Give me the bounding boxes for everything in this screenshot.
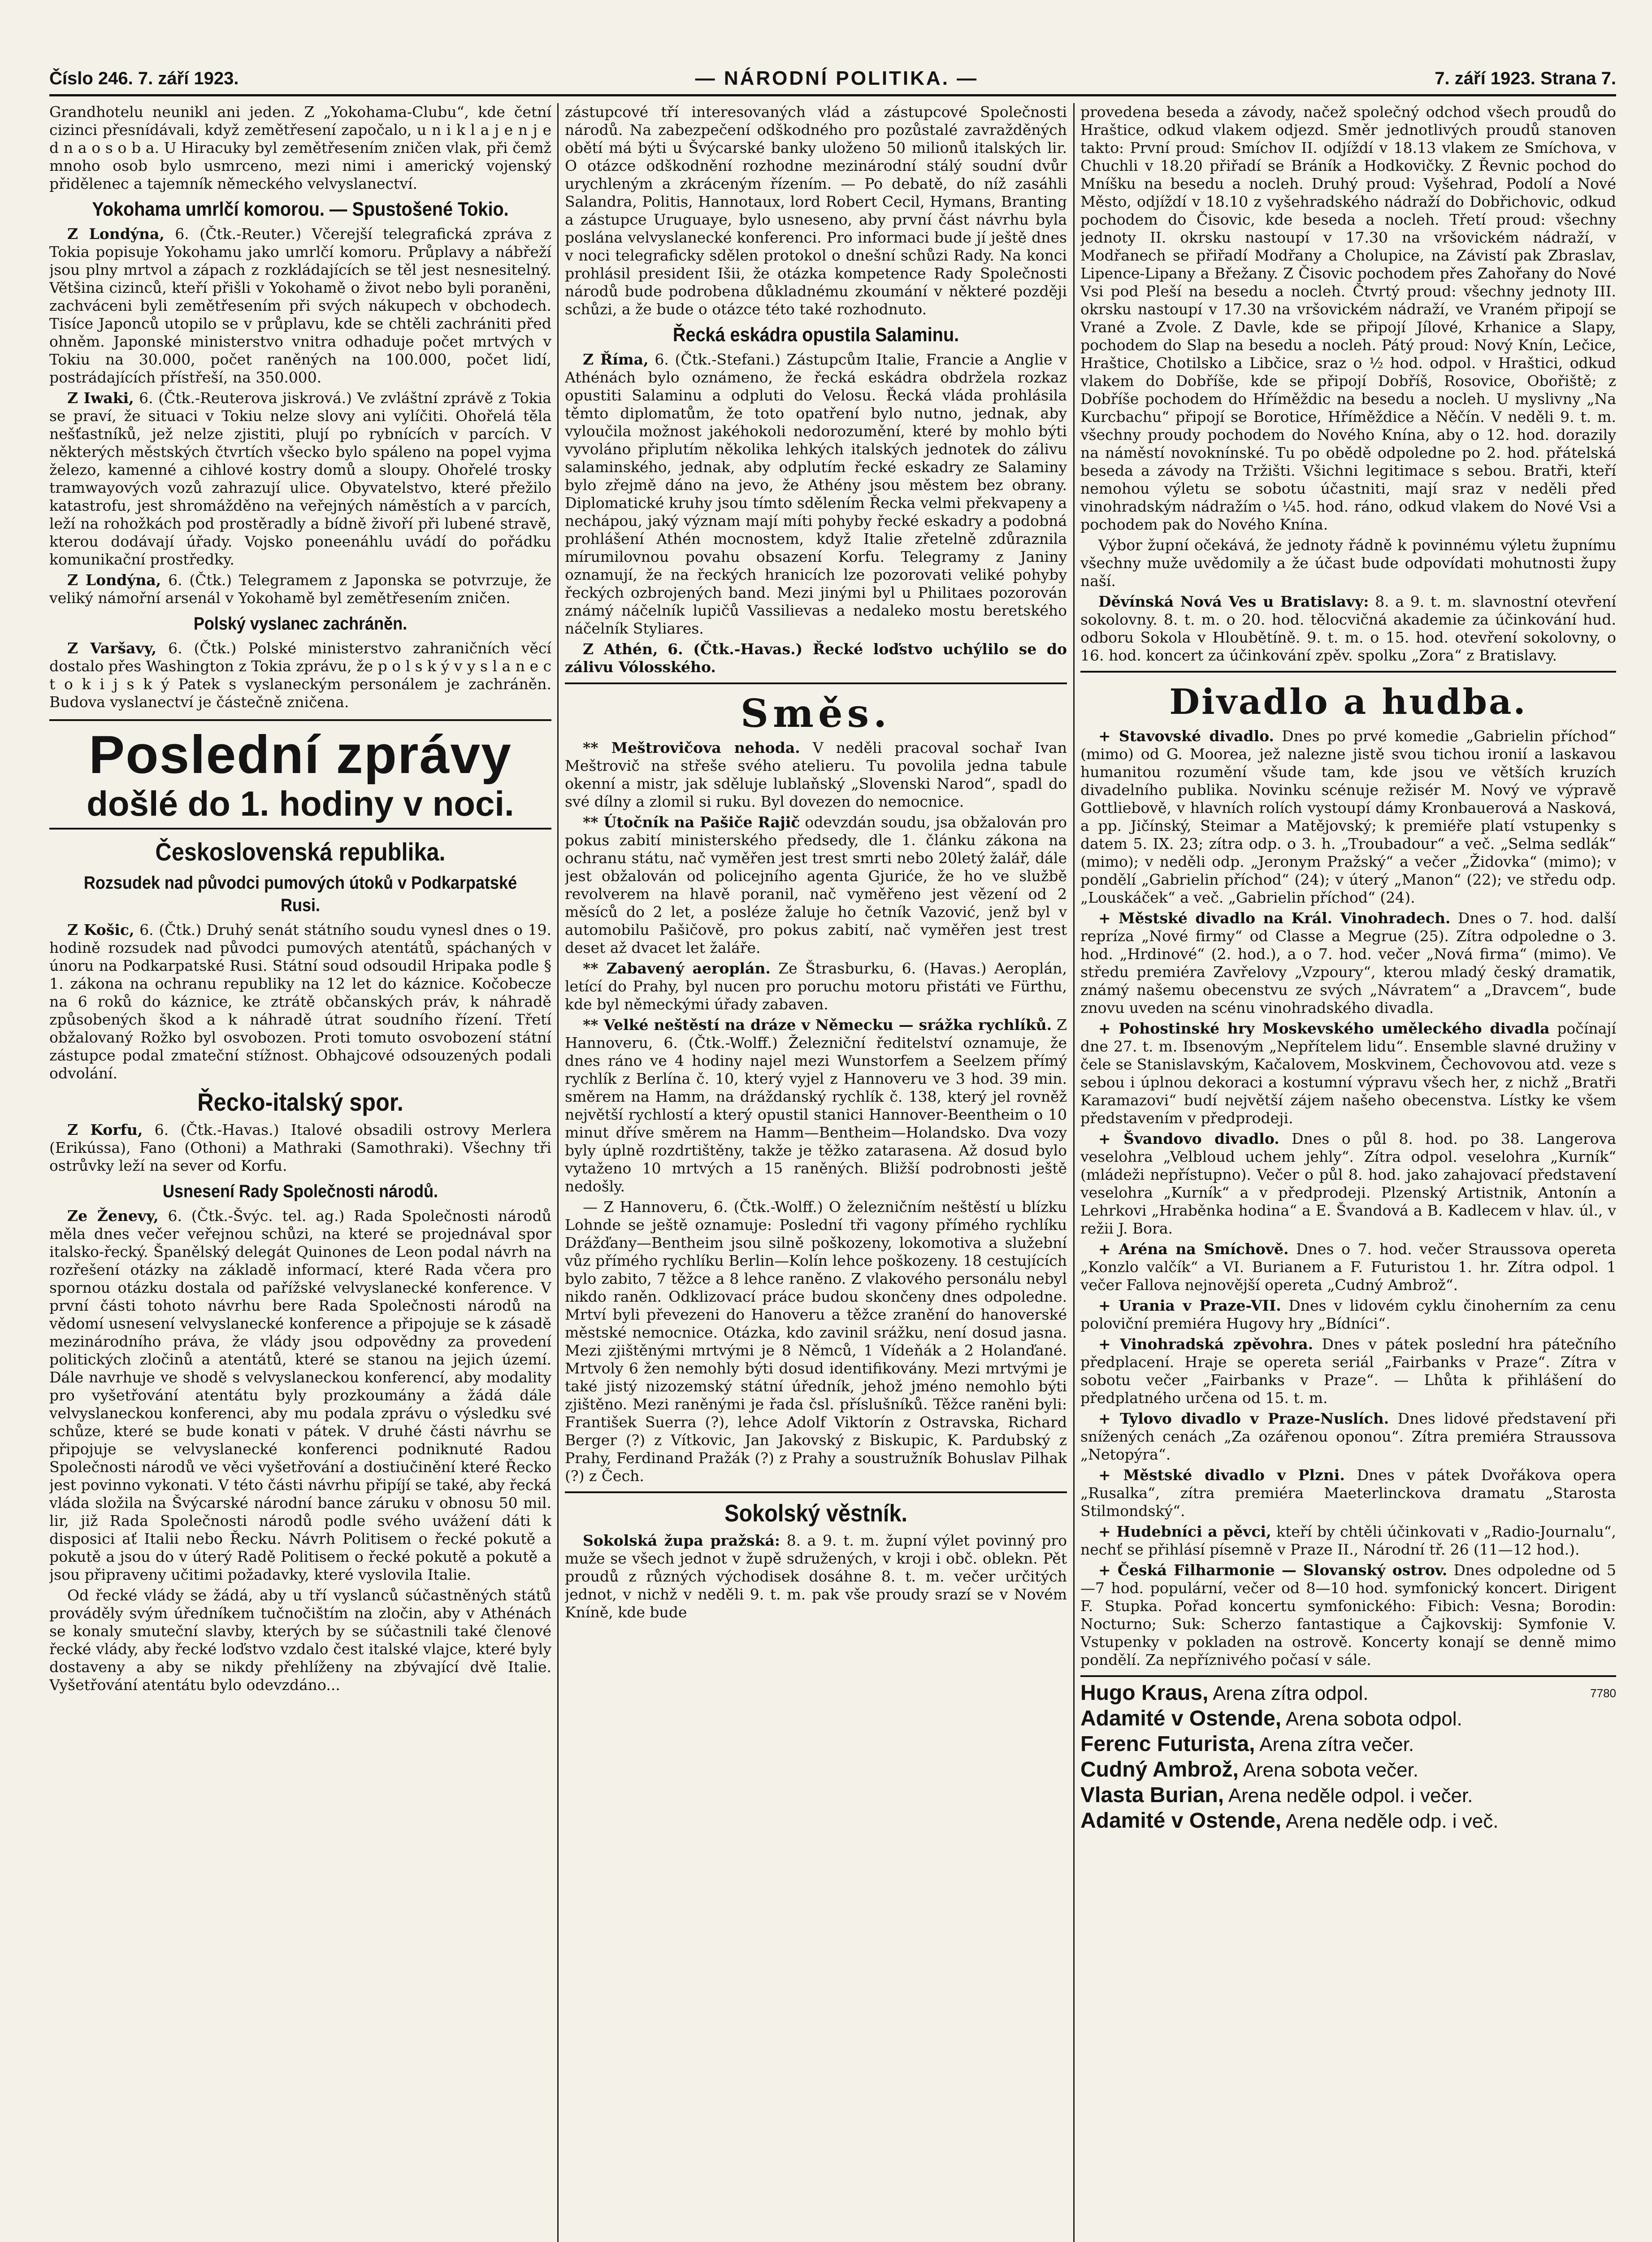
column-2 bbox=[565, 103, 1067, 2242]
headline-rozsudek: Rozsudek nad původci pumových útoků v Podkarpatské Rusi. bbox=[83, 873, 517, 915]
article-paragraph bbox=[1080, 727, 1616, 907]
article-paragraph bbox=[565, 739, 1067, 811]
issue-date: Číslo 246. 7. září 1923. bbox=[49, 68, 239, 88]
article-paragraph bbox=[565, 813, 1067, 957]
ad-text: Arena sobota večer. bbox=[1243, 1759, 1419, 1781]
headline-polsky: Polský vyslanec zachráněn. bbox=[193, 614, 408, 634]
article-paragraph bbox=[1080, 1297, 1616, 1333]
article-paragraph: — Z Hannoveru, 6. (Čtk.-Wolff.) O železničním neštěstí u blízku Lohnde se ještě oznamuje: Poslední tři vagony přímého rychlíku Drážďany—Bentheim jsou silně poškozeny, lokomotiva a služební vůz přímého rychlíku Berlin—Kolín lehce poškozeny. 18 cestujících bylo zabito, 7 těžce a 8 lehce raněno. Z vlakového personálu nebyl nikdo raněn. Odklizovací práce budou skončeny dnes odpoledne. Mrtví byli převezeni do Hanoveru a těžce zranění do hanoverské městské nemocnice. Otázka, kdo zavinil srážku, není dosud jasna. Mezi zjištěnými mrtvými je 8 Němců, 1 Vídeňák a 2 Holanďané. Mrtvoly 6 žen nemohly býti dosud identifikovány. Mezi mrtvými je také jistý nizozemský státní úředník, jehož jméno nemohlo býti zjištěno. Mezi raněnými je řada čsl. příslušníků. Těžce raněni byli: František Suerra (?), lehce Adolf Viktorín z Ostravska, Richard Berger (?) z Vítkovic, Jan Jakovský z Biskupic, K. Pardubský z Prahy, Ferdinand Pražák (?) z Prahy a soustružník Bohuslav Pilhak (?) z Čech. bbox=[565, 1198, 1067, 1485]
article-paragraph bbox=[1080, 1020, 1616, 1127]
item-lead: + Vinohradská zpěvohra. bbox=[1098, 1335, 1314, 1353]
dateline: Z Varšavy, bbox=[67, 639, 157, 657]
advertisement bbox=[1080, 1757, 1616, 1783]
paragraph-text: 6. (Čtk.) Polské ministerstvo zahraničních věcí dostalo přes Washington z Tokia zprávu, že p o l s k ý v y s l a n e c t o k i j s k ý Patek s vyslaneckým personálem je zachráněn. Budova vyslanectví je částečně zničena. bbox=[49, 639, 551, 711]
paragraph-text: kteří by chtěli účinkovati v „Radio-Journalu“, nechť se přihlásí písemně v Praze II., Národní tř. 26 (11—12 hod.). bbox=[1080, 1523, 1616, 1558]
article-paragraph bbox=[49, 225, 551, 387]
article-paragraph: Grandhotelu neunikl ani jeden. Z „Yokohama-Clubu“, kde četní cizinci přesnídávali, když zemětřesení započalo, u n i k l a j e n j e d n a o s o b a. U Hiracuky byl zemětřesením zničen vlak, při čemž mnoho osob bylo usmrceno, mezi nimi i americký vojenský přidělenec a tajemník německého velvyslanectví. bbox=[49, 103, 551, 192]
ad-text: Arena neděle odp. i več. bbox=[1285, 1810, 1499, 1832]
item-lead: + Urania v Praze-VII. bbox=[1098, 1297, 1281, 1314]
dateline: Ze Ženevy, bbox=[67, 1207, 159, 1225]
divider bbox=[565, 1491, 1067, 1493]
article-paragraph bbox=[1080, 909, 1616, 1017]
article-paragraph: Od řecké vlády se žádá, aby u tří vyslanců súčastněných států prováděly svým úředníkem tučnočištím na zločin, aby v Athénách se konaly smuteční slavby, kterých by se súčastnili také členové řecké vlády, aby řecké loďstvo vzdalo čest italské vlajce, které byly dostaveny a aby se nikdy přehlíženy na zbývající dvě Italie. Vyšetřování atentátu bylo odevzdáno... bbox=[49, 1586, 551, 1694]
article-paragraph bbox=[1080, 1466, 1616, 1520]
paragraph-text: Dnes v pátek Dvořákova opera „Rusalka“, zítra premiéra Maeterlinckova dramatu „Starosta Stilmondský“. bbox=[1080, 1466, 1616, 1520]
paragraph-text: Dnes lidové představení při snížených cenách „Za ozářenou oponou“. Zítra premiéra Straussova „Netopýra“. bbox=[1080, 1410, 1616, 1463]
article-paragraph bbox=[565, 1016, 1067, 1195]
advertisement bbox=[1080, 1808, 1616, 1834]
ad-name: Adamité v Ostende, bbox=[1080, 1809, 1282, 1833]
paragraph-text: 6. (Čtk.) Telegramem z Japonska se potvrzuje, že veliký námořní arsenál v Yokohamě byl zemětřesením zničen. bbox=[49, 571, 551, 607]
paragraph-text: 6. (Čtk.) Druhý senát státního soudu vynesl dnes o 19. hodině rozsudek nad původci pumových atentátů, spáchaných v únoru na Podkarpatské Rusi. Státní soud odsoudil Hripaka podle § 1. zákona na ochranu republiky na 12 let do káznice. Kočobecze na 6 roků do káznice, ke ztrátě občanských práv, k náhradě způsobených škod a k náhradě útrat soudního řízení. Třetí obžalovaný Rožko byl osvobozen. Proti tomuto osvobození státní zástupce podal zmateční stížnost. Obhajcové odsouzených podali odvolání. bbox=[49, 921, 551, 1082]
column-rule bbox=[1073, 103, 1075, 2242]
paragraph-text: počínají dne 27. t. m. Ibsenovým „Nepřítelem lidu“. Ensemble slavné družiny v čele se Stanislavským, Kačalovem, Moskvinem, Čechovovou atd. veze s sebou i úplnou dekoraci a kostumní výpravu všech her, z nichž „Bratři Karamazovi“ budí největší zájem našeho obecenstva. Lístky ke všem představením v předprodeji. bbox=[1080, 1020, 1616, 1127]
article-paragraph bbox=[1080, 1561, 1616, 1669]
paragraph-text: Dnes v lidovém cyklu činoherním za cenu poloviční premiéra Hugovy hry „Bídníci“. bbox=[1080, 1297, 1616, 1332]
article-paragraph bbox=[49, 1121, 551, 1175]
headline-sokol: Sokolský věstník. bbox=[724, 1500, 907, 1527]
paragraph-text: Dnes o půl 8. hod. po 38. Langerova veselohra „Velbloud uchem jehly“. Zítra odpol. veselohra „Kurník“ (mládeži nepřístupno). Večer o půl 8. hod. jako zahajovací představení veselohra „Kurník“ a v předprodeji. Plzenský Artistnik, Antonín a Lehrkovi „Hraběnka hodina“ a E. Švandová a B. Kadlecem v hlav. úl., v režii J. Bora. bbox=[1080, 1130, 1616, 1237]
banner-title: Poslední zprávy bbox=[89, 725, 512, 785]
item-lead: + Tylovo divadlo v Praze-Nuslích. bbox=[1098, 1410, 1389, 1427]
article-paragraph bbox=[49, 639, 551, 711]
paragraph-text: 6. (Čtk.-Švýc. tel. ag.) Rada Společnosti národů měla dnes večer veřejnou schůzi, na které se projednával spor italsko-řecký. Španělský delegát Quinones de Leon podal návrh na rozřešení otázky na základě informací, které Rada včera pro spornou otázku dostala od pařížské velvyslanecké konference. V první části tohoto návrhu bere Rada Společnosti národů na vědomí usnesení velvyslanecké konference a připojuje se k zásadě mezinárodního práva, že vlády jsou odpovědny za provedení politických zločinů a atentátů, které se stanou na jejich území. Dále navrhuje ve shodě s velvyslaneckou konferencí, aby modality pro vyšetřování atentátu byly prozkoumány a žádá dále velvyslaneckou konferenci, aby mu podala zprávu o výsledku své schůze, které se bude konati v pátek. V druhé části návrhu se připojuje se velvyslanecké konferenci podniknuté Radou Společnosti národů ve věci vyšetřování a dostiučinění které Řecko jest povinno vykonati. V této části návrhu připíjí se také, aby řecká vláda složila na Švýcarské národní bance záruku v obnosu 50 mil. lir, již Rada Společnosti národů podle svého uvážení dáti k disposici ať Italii nebo Řecku. Návrh Politisem o řecké pokutě a pokutě a jsou do v úterý Radě Politisem o řecké pokutě a pokutě a jsou připraveny učitimi požadavky, které vyslovila Italie. bbox=[49, 1207, 551, 1583]
article-paragraph bbox=[49, 921, 551, 1082]
item-lead: ** Meštrovičova nehoda. bbox=[583, 739, 800, 756]
item-lead: + Česká Filharmonie — Slovanský ostrov. bbox=[1098, 1561, 1448, 1579]
column-rule bbox=[557, 103, 559, 2242]
ad-text: Arena zítra odpol. bbox=[1213, 1682, 1369, 1704]
paragraph-text: 6. (Čtk.-Reuter.) Včerejší telegrafická zpráva z Tokia popisuje Yokohamu jako umrlčí komoru. Průplavy a nábřeží jsou plny mrtvol a zápach z rozkládajících se těl jest nesnesitelný. Většina cizinců, kteří přišli v Yokohamě o život nebo byli poraněni, zachváceni byli zemětřesením při svých nákupech v obchodech. Tisíce Japonců utopilo se v průplavu, kde se chtěli zachrániti před ohněm. Japonské ministerstvo vnitra odhaduje počet mrtvých v Tokiu na 30.000, počet raněných na 100.000, počet lidí, postrádajících přístřeší, na 350.000. bbox=[49, 225, 551, 386]
item-lead: + Městské divadlo na Král. Vinohradech. bbox=[1098, 909, 1451, 927]
ad-name: Hugo Kraus, bbox=[1080, 1681, 1209, 1705]
dateline: Z Říma, bbox=[583, 351, 649, 368]
page-number: 7. září 1923. Strana 7. bbox=[1435, 68, 1616, 88]
item-lead: + Aréna na Smíchově. bbox=[1098, 1240, 1289, 1258]
item-lead: + Stavovské divadlo. bbox=[1098, 727, 1275, 745]
headline-recko: Řecko-italský spor. bbox=[197, 1088, 403, 1116]
page-header bbox=[49, 63, 1616, 96]
article-paragraph bbox=[565, 1532, 1067, 1621]
section-title-smes: Směs. bbox=[740, 691, 892, 736]
paragraph-text: V neděli pracoval sochař Ivan Meštrovič na střeše svého atelieru. Tu povolila jedna tabule okenní a mistr, jak sděluje lublaňský „Slovenski Narod“, spadl do své dílny a zlomil si ruku. Byl dovezen do nemocnice. bbox=[565, 739, 1067, 810]
dateline: Z Iwaki, bbox=[67, 389, 134, 407]
article-paragraph bbox=[1080, 593, 1616, 665]
paragraph-text: 6. (Čtk.-Reuterova jiskrová.) Ve zvláštní zprávě z Tokia se praví, že situaci v Tokiu nelze slovy ani vylíčiti. Ohořelá těla nešťastníků, jež nelze zjistiti, plují po rybnících v parcích. V některých městských čtvrtích všecko bylo spáleno na popel vyjma železo, kamenné a cihlové kostry domů a sloupy. Ohořelé trosky tramwayových vozů zahrazují ulice. Obyvatelstvo, které přežilo katastrofu, jest shromážděno na veřejných náměstích a v parcích, leží na rohožkách pod prostěradly a bídně živoří při lubené stravě, kterou dodávají úřady. Vojsko poneenáhlu uvádí do pořádku komunikační prostředky. bbox=[49, 389, 551, 568]
ad-code: 7780 bbox=[1590, 1686, 1616, 1700]
ad-text: Arena zítra večer. bbox=[1259, 1734, 1414, 1755]
dateline: Z Londýna, bbox=[67, 225, 165, 243]
article-paragraph bbox=[565, 960, 1067, 1013]
item-lead: + Pohostinské hry Moskevského uměleckého divadla bbox=[1098, 1020, 1550, 1037]
article-paragraph: zástupcové tří interesovaných vlád a zástupcové Společnosti národů. Na zabezpečení odškodného pro pozůstalé zavražděných obětí má býti u Švýcarské banky uloženo 50 milionů italských lir. O otázce odškodnění rozhodne mezinárodní stálý soudní dvůr urychleným a zkráceným řízením. — Po debatě, do níž zasáhli Salandra, Politis, Hannotaux, lord Robert Cecil, Hymans, Branting a zástupce Uruguaye, bylo usneseno, aby první část návrhu byla poslána velvyslanecké konferenci. Pro informaci bude jí ještě dnes v noci telegraficky sdělen protokol o dnešní schůzi Rady. Na konci prohlásil president Išii, že otázka kompetence Rady Společnosti národů bude podrobena důkladnému zkoumání v některé později schůzi, a že bude o otázce této také rozhodnuto. bbox=[565, 103, 1067, 318]
divider bbox=[1080, 671, 1616, 673]
advertisement bbox=[1080, 1783, 1616, 1808]
section-title-divadlo: Divadlo a hudba. bbox=[1169, 682, 1527, 722]
article-paragraph bbox=[49, 389, 551, 569]
item-lead: + Švandovo divadlo. bbox=[1098, 1130, 1279, 1147]
latest-news-banner bbox=[49, 719, 551, 830]
ad-name: Vlasta Burian, bbox=[1080, 1783, 1224, 1807]
dateline: Z Athén, bbox=[583, 640, 658, 658]
advertisement bbox=[1080, 1706, 1616, 1732]
item-lead: ** Útočník na Pašiče Rajič bbox=[583, 813, 800, 831]
article-paragraph bbox=[1080, 1523, 1616, 1559]
dateline: Z Londýna, bbox=[67, 571, 161, 589]
article-paragraph bbox=[1080, 1130, 1616, 1238]
article-paragraph bbox=[49, 1207, 551, 1584]
article-paragraph bbox=[1080, 1240, 1616, 1294]
paragraph-text: Dnes o 7. hod. večer Straussova opereta „Konzlo valčík“ a VI. Burianem a F. Futuristou 1. hr. Zítra odpol. 1 večer Fallova nejnovější opereta „Cudný Ambrož“. bbox=[1080, 1240, 1616, 1294]
divider bbox=[565, 682, 1067, 684]
paragraph-text: Dnes o 7. hod. další repríza „Nové firmy“ od Classe a Megrue (25). Zítra odpoledne o 3. hod. „Hrdinové“ (2. hod.), a o 7. hod. večer „Nová firma“ (mimo). Ve středu premiéra Zavřelovy „Vzpoury“, kterou mladý český dramatik, známý našemu obecenstvu ze svých „Návratem“ a „Dravcem“, bude znovu uveden na scénu vinohradského divadla. bbox=[1080, 909, 1616, 1017]
item-lead: ** Zabavený aeroplán. bbox=[583, 960, 771, 977]
article-paragraph bbox=[565, 351, 1067, 638]
article-paragraph bbox=[565, 640, 1067, 676]
paragraph-text: 8. a 9. t. m. slavnostní otevření sokolovny. 8. t. m. o 20. hod. tělocvičná akademie za účinkování hud. odboru Sokola v Hloubětíně. 9. t. m. o 15. hod. otevření sokolovny, o 16. hod. koncert za účinkování zpěv. spolku „Zora“ z Bratislavy. bbox=[1080, 593, 1616, 664]
item-lead: ** Velké neštěstí na dráze v Německu — srážka rychlíků. bbox=[583, 1016, 1052, 1034]
column-1 bbox=[49, 103, 551, 2242]
dateline: Z Korfu, bbox=[67, 1121, 143, 1138]
paragraph-text: 6. (Čtk.-Stefani.) Zástupcům Italie, Francie a Anglie v Athénách bylo oznámeno, že řecká eskádra obdržela rozkaz opustiti Salaminu a odpluti do Velosu. Řecká vláda prohlásila těmto diplomatům, že toto opatření bylo nutno, jednak, aby vyloučila možnost jakéhokoli nedorozumění, které by mohlo býti vyvoláno připlutím několika lehkých italských jednotek do zálivu salaminského, jednak, aby odplutím řecké eskadry ze Salaminy bylo zřejmě dáno na jevo, že Athény jsou městem bez obrany. Diplomatické kruhy jsou tímto sdělením Řecka velmi překvapeny a nechápou, jaký význam mají míti pohyby řecké eskadry a podobná prohlášení Athén mocnostem, když Italie zřetelně zdůraznila mírumilovnou povahu obsazení Korfu. Telegramy z Janiny oznamují, že na řeckých hranicích lze pozorovati veliké pohyby řeckých ozbrojených band. Mezi jinými byl u Philitaes pozorován známý náčelník lupičů Vassilievas a nedaleko mostu beretského náčelník Styliares. bbox=[565, 351, 1067, 637]
advertisement-block bbox=[1080, 1675, 1616, 1834]
ad-name: Cudný Ambrož, bbox=[1080, 1758, 1239, 1781]
article-paragraph bbox=[1080, 1335, 1616, 1407]
paragraph-text: Dnes odpoledne od 5—7 hod. populární, večer od 8—10 hod. symfonický koncert. Dirigent F. Stupka. Pořad koncertu symfonického: Fibich: Vesna; Borodin: Nocturno; Suk: Scherzo fantastique a Čajkovskij: Symfonie V. Vstupenky v pokladen na ostrově. Koncerty konají se denně mimo pondělí. Za nepříznivého počasí v sále. bbox=[1080, 1561, 1616, 1668]
paragraph-text: 6. (Čtk.-Havas.) Italové obsadili ostrovy Merlera (Erikússa), Fano (Othoni) a Mathraki (Samothraki). Všechny tři ostrůvky leží na sever od Korfu. bbox=[49, 1121, 551, 1174]
ad-name: Adamité v Ostende, bbox=[1080, 1707, 1282, 1730]
advertisement bbox=[1080, 1681, 1616, 1706]
item-lead: Děvínská Nová Ves u Bratislavy: bbox=[1098, 593, 1369, 610]
article-paragraph: Výbor župní očekává, že jednoty řádně k povinnému výletu župnímu všechny muže uvědomily a že účast bude odpovídati mohutnosti župy naší. bbox=[1080, 536, 1616, 590]
article-paragraph bbox=[49, 571, 551, 607]
headline-usneseni: Usnesení Rady Společnosti národů. bbox=[162, 1182, 438, 1201]
ad-name: Ferenc Futurista, bbox=[1080, 1732, 1255, 1756]
paragraph-text: Z Hannoveru, 6. (Čtk.-Wolff.) Železniční ředitelství oznamuje, že dnes ráno ve 4 hodiny najel mezi Wunstorfem a Seelzem přímý rychlík z Berlína č. 10, který vyjel z Hannoveru ve 3 hod. 39 min. směrem na Hamm, na dráždanský rychlík č. 138, který jel rovněž největší rychlostí a který opustil stanici Hannover-Beentheim o 10 minut dříve směrem na Hamm—Bentheim—Holandsko. Dva vozy byly úplně rozdrtištěny, takže je těžko zatarasena. Až dosud bylo vytaženo 10 mrtvých a 15 raněných. Bližší podrobnosti ještě nedošly. bbox=[565, 1016, 1067, 1195]
paragraph-text: odevzdán soudu, jsa obžalován pro pokus zabití ministerského předsedy, dle 1. článku zákona na ochranu státu, nač vyměřen jest trest smrti nebo 20letý žalář, dále jest obžalován od policejního agenta Gjuriće, že ho ve službě revolverem na hlavě poranil, nač vyměřeno jest vězení od 2 měsíců do 2 let, a posléze žaluje ho četník Vazović, jenž byl v automobilu Pašičově, pro pokus zabití, nač vyměřen jest trest deset až dvacet let žaláře. bbox=[565, 813, 1067, 956]
item-lead: Sokolská župa pražská: bbox=[583, 1532, 780, 1549]
advertisement bbox=[1080, 1732, 1616, 1757]
headline-recka-eskadra: Řecká eskádra opustila Salaminu. bbox=[672, 324, 959, 346]
paragraph-text: Dnes po prvé komedie „Gabrielin příchod“ (mimo) od G. Moorea, jež nalezne jistě svou tichou ironií a laskavou humanitou rozumění všude tam, kde jsou ve větších kruzích divadelního publika. Novinku scénuje režisér M. Nový ve výpravě Gottliebově, v hlavních rolích vystoupí dámy Kronbauerová a Nasková, a pp. Jičínský, Steimar a Matějovský; k premiéře platí vstupenky s datem 5. IX. 23; zítra odp. o 3. h. „Troubadour“ a več. „Selma sedlák“ (mimo); v neděli odp. „Jeronym Pražský“ a večer „Židovka“ (mimo); v pondělí „Gabrielin příchod“ (24); v úterý „Manon“ (22); ve středu odp. „Louskáček“ a več. „Gabrielin příchod“ (24). bbox=[1080, 727, 1616, 906]
item-lead: + Hudebníci a pěvci, bbox=[1098, 1523, 1271, 1540]
headline-yokohama: Yokohama umrlčí komorou. — Spustošené Tokio. bbox=[92, 198, 509, 220]
banner-subtitle: došlé do 1. hodiny v noci. bbox=[87, 784, 514, 823]
column-3 bbox=[1080, 103, 1616, 2242]
paragraph-text: Ze Štrasburku, 6. (Havas.) Aeroplán, letící do Prahy, byl nucen pro poruchu motoru přistáti ve Fürthu, kde byl německými úřady zabaven. bbox=[565, 960, 1067, 1013]
ad-text: Arena sobota odpol. bbox=[1285, 1708, 1462, 1730]
article-paragraph: provedena beseda a závody, načež společný odchod všech proudů do Hraštice, odkud vlakem odjezd. Směr jednotlivých proudů stanoven takto: První proud: Smíchov II. odjíždí v 18.13 vlakem ze Smíchova, v Chuchli v 18.20 přiřadí se Bráník a Hodkovičky. Z Řevnic pochod do Mníšku na besedu a nocleh. Druhý proud: Vyšehrad, Podolí a Nové Město, odjíždí v 18.10 z vyšehradského nádraží do Dobřichovic, odkud pochodem do Čisovic, kde beseda a nocleh. Třetí proud: všechny jednoty II. okrsku nastoupí v 17.30 na vršovickém nádraží, v Modřanech se přiřadí Modřany a Cholupice, na Závistí pak Zbraslav, Lipence-Lipany a Břežany. Z Čisovic pochodem přes Zahořany do Nové Vsi pod Pleší na besedu a nocleh. Čtvrtý proud: všechny jednoty III. okrsku nastoupí v 17.30 na vršovickém nádraží, ve Vraném připojí se Vrané a Zvole. Z Davle, kde se připojí Jílové, Krhanice a Slapy, pochodem do Slap na besedu a nocleh. Pátý proud: Nový Knín, Lečice, Hraštice, Chotilsko a Libčice, sraz o ½ hod. odpol. v Hraštici, odkud vlakem do Dobříše, kde se připojí Dobříš, Rosovice, Obořiště; z Dobříše pochodem do Hříměždic na besedu a nocleh. U myslivny „Na Kurcbachu“ připojí se Borotice, Hříměždice a Něčín. V neděli 9. t. m. všechny proudy pochodem do Nového Knína, aby o 12. hod. dorazily na náměstí novoknínské. Tu po obědě odpoledne po 2. hod. přátelská beseda a závody na Tržišti. Všichni legitimace s sebou. Bratři, kteří nemohou výletu se sobotu účastniti, mají sraz v neděli před vinohradským nádražím o ¼5. hod. ráno, odkud vlakem do Nové Vsi a pochodem pak do Nového Knína. bbox=[1080, 103, 1616, 533]
paragraph-text: 6. (Čtk.-Havas.) Řecké loďstvo uchýlilo se do zálivu Vólosského. bbox=[565, 640, 1067, 676]
paragraph-text: Dnes v pátek poslední hra pátečního předplacení. Hraje se opereta seriál „Fairbanks v Praze“. Zítra v sobotu večer „Fairbanks v Praze“. — Lhůta k přihlášení do předplatného určena od 15. t. m. bbox=[1080, 1335, 1616, 1407]
masthead-title: — NÁRODNÍ POLITIKA. — bbox=[695, 67, 979, 89]
paragraph-text: 8. a 9. t. m. župní výlet povinný pro muže se všech jednot v župě sdružených, v kroji i obč. oblekn. Pět proudů z různých východisek dosáhne 8. t. m. večer určitých jednot, v nichž v neděli 9. t. m. pak vše proudy srazí se v Novém Kníně, kde bude bbox=[565, 1532, 1067, 1621]
item-lead: + Městské divadlo v Plzni. bbox=[1098, 1466, 1345, 1484]
ad-text: Arena neděle odpol. i večer. bbox=[1228, 1785, 1473, 1807]
dateline: Z Košic, bbox=[67, 921, 134, 939]
article-paragraph bbox=[1080, 1410, 1616, 1464]
headline-cs: Československá republika. bbox=[155, 838, 446, 866]
